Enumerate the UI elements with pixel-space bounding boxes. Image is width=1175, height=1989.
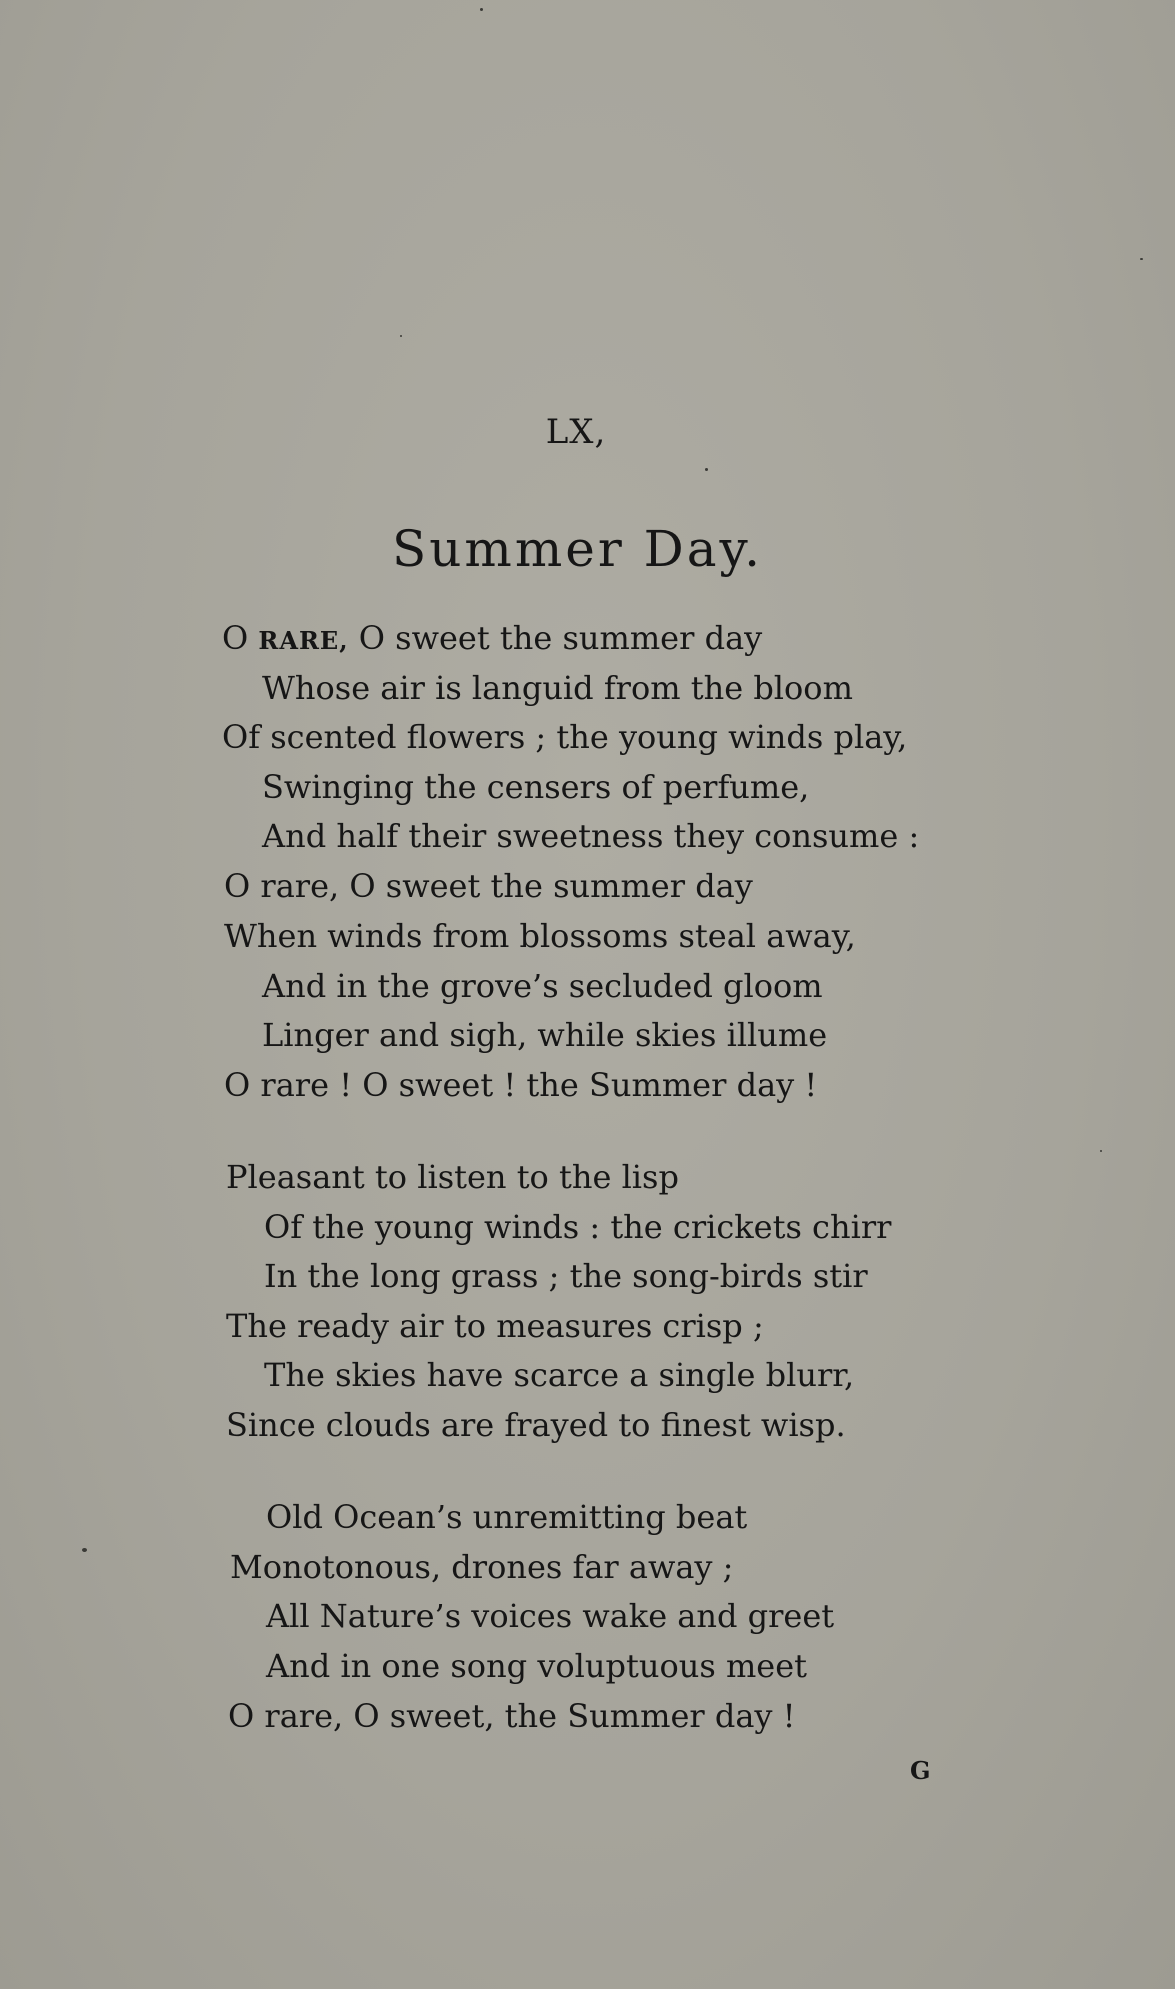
paper-speck: [1100, 1150, 1102, 1152]
paper-speck: [705, 468, 708, 471]
chapter-number: LX,: [545, 412, 607, 452]
poem-line: O rare, O sweet the summer day: [224, 867, 753, 905]
line-text: O sweet the summer day: [348, 619, 763, 657]
paper-speck: [1140, 258, 1143, 260]
poem-title: Summer Day.: [391, 520, 764, 578]
poem-line: And half their sweetness they consume :: [262, 817, 920, 855]
poem-line: Of scented flowers ; the young winds play,: [222, 718, 908, 756]
poem-line: Whose air is languid from the bloom: [262, 669, 853, 707]
poem-line: In the long grass ; the song-birds stir: [264, 1257, 868, 1295]
poem-line: Monotonous, drones far away ;: [230, 1548, 734, 1586]
poem-line: When winds from blossoms steal away,: [224, 917, 856, 955]
line-lead: O: [222, 619, 259, 657]
poem-line: Linger and sigh, while skies illume: [262, 1016, 828, 1054]
poem-line: Pleasant to listen to the lisp: [226, 1158, 679, 1196]
poem-line: And in the grove’s secluded gloom: [262, 967, 823, 1005]
poem-line: All Nature’s voices wake and greet: [266, 1597, 835, 1635]
poem-line: [222, 618, 762, 661]
poem-line: O rare, O sweet, the Summer day !: [228, 1697, 796, 1735]
paper-speck: [400, 335, 402, 337]
poem-line: Since clouds are frayed to finest wisp.: [226, 1406, 846, 1444]
paper-speck: [82, 1548, 87, 1552]
poem-line: O rare ! O sweet ! the Summer day !: [224, 1066, 818, 1104]
poem-line: The skies have scarce a single blurr,: [264, 1356, 855, 1394]
poem-line: Old Ocean’s unremitting beat: [266, 1498, 748, 1536]
poem-line: And in one song voluptuous meet: [266, 1647, 808, 1685]
paper-speck: [480, 8, 483, 11]
smallcaps-word: RARE,: [258, 626, 349, 655]
printer-signature-mark: G: [910, 1756, 931, 1785]
poem-line: Swinging the censers of perfume,: [262, 768, 810, 806]
poem-line: Of the young winds : the crickets chirr: [264, 1208, 892, 1246]
poem-line: The ready air to measures crisp ;: [226, 1307, 764, 1345]
